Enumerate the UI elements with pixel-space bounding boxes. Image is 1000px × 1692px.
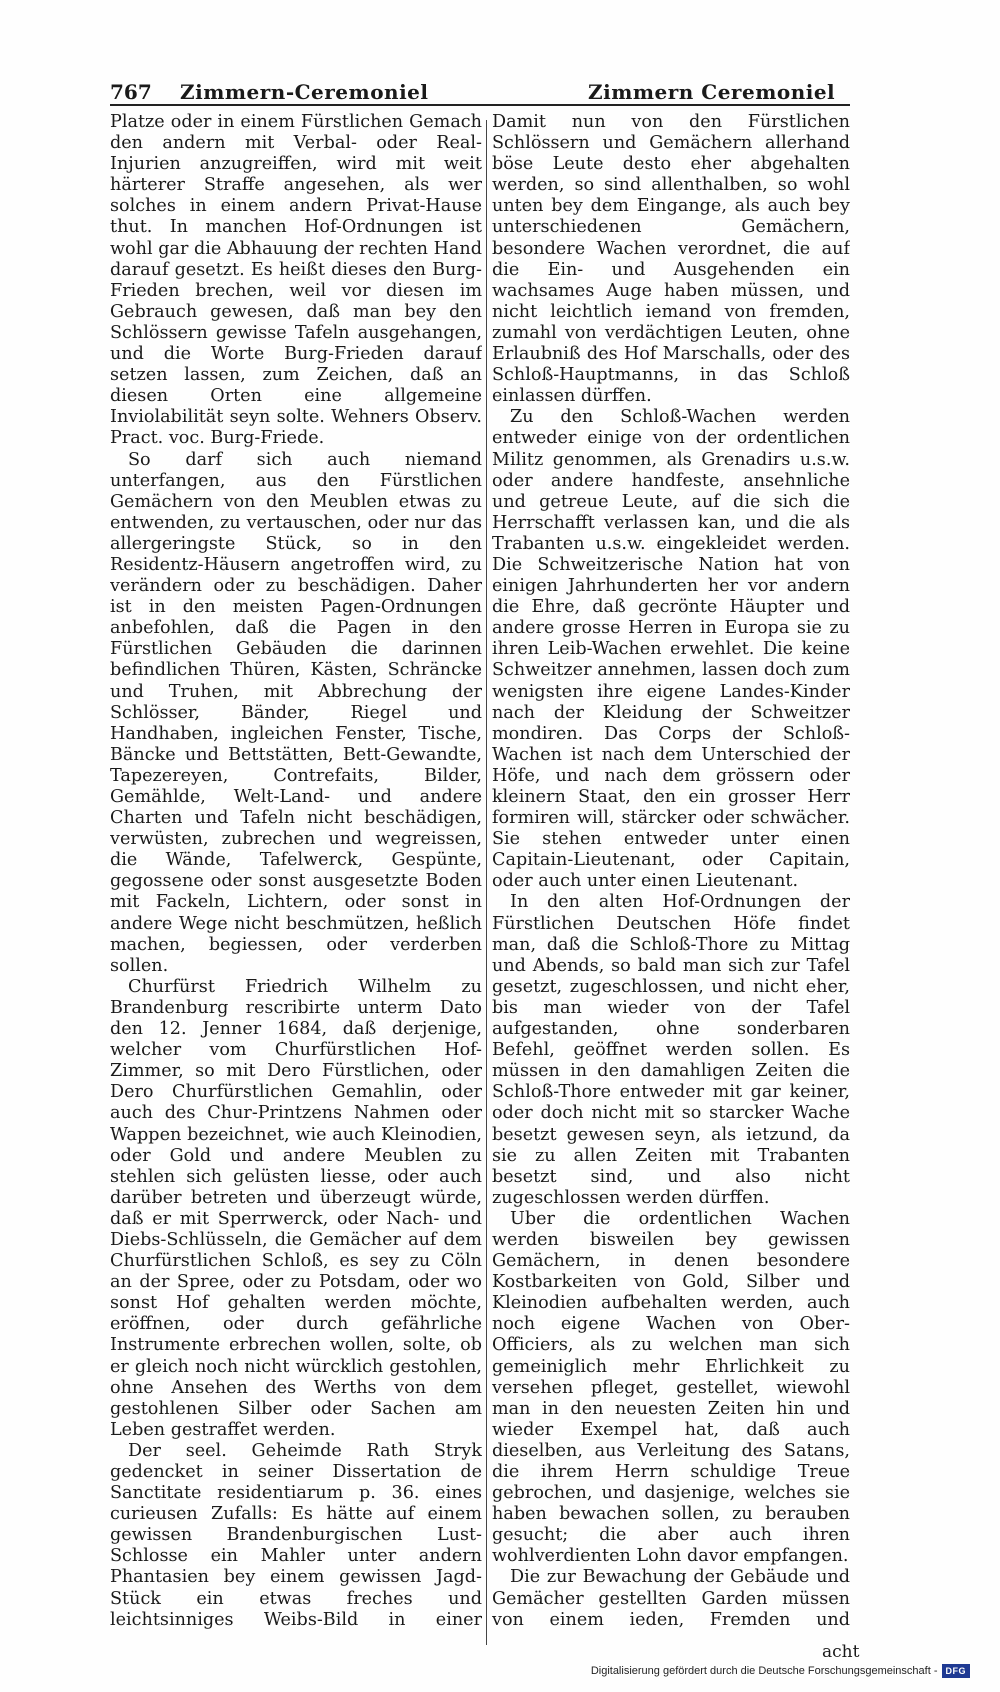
running-head-right: Zimmern Ceremoniel — [588, 80, 836, 104]
page-number: 767 — [110, 80, 152, 104]
catchword: acht — [822, 1642, 860, 1662]
paragraph: Die zur Bewachung der Gebäude und Gemächer gestellten Garden müssen von einem ieden, Fremden und — [492, 1567, 850, 1630]
paragraph: Uber die ordentlichen Wachen werden bisweilen bey gewissen Gemächern, in denen besondere Kostbarkeiten von Gold, Silber und Kleinodien aufbehalten werden, auch noch eigene Wachen von Ober-Officiers, als zu welchen man sich gemeiniglich mehr Ehrlichkeit zu versehen pfleget, gestellet, wiewohl man in den neuesten Zeiten hin und wieder Exempel hat, daß auch dieselben, aus Verleitung des Satans, die ihrem Herrn schuldige Treue gebrochen, und dasjenige, welches sie haben bewachen sollen, zu berauben gesucht; die aber auch ihren wohlverdienten Lohn davor empfangen. — [492, 1208, 850, 1567]
column-divider — [486, 120, 487, 1645]
credit-text: Digitalisierung gefördert durch die Deutsche Forschungsgemeinschaft - — [590, 1665, 938, 1677]
dfg-logo: DFG — [942, 1664, 971, 1678]
paragraph: Der seel. Geheimde Rath Stryk gedencket in seiner Dissertation de Sanctitate residentiarum p. 36. eines curieusen Zufalls: Es hätte auf einem gewissen Brandenburgischen Lust-Schlosse ein Mahler unter andern Phantasien bey einem gewissen Jagd-Stück ein etwas freches und leichtsinniges Weibs-Bild in einer — [110, 1440, 482, 1630]
digitization-credit — [591, 1664, 970, 1678]
paragraph: In den alten Hof-Ordnungen der Fürstlichen Deutschen Höfe findet man, daß die Schloß-Thore zu Mittag und Abends, so bald man sich zur Tafel gesetzt, zugeschlossen, und nicht eher, bis man wieder von der Tafel aufgestanden, ohne sonderbaren Befehl, geöffnet werden sollen. Es müssen in den damahligen Zeiten die Schloß-Thore entweder mit gar keiner, oder doch nicht mit so starcker Wache besetzt gewesen seyn, als ietzund, da sie zu allen Zeiten mit Trabanten besetzt sind, und also nicht zugeschlossen werden dürffen. — [492, 892, 850, 1208]
paragraph: Platze oder in einem Fürstlichen Gemach den andern mit Verbal- oder Real-Injurien anzugreiffen, wird mit weit härterer Straffe angesehen, als wer solches in einem andern Privat-Hause thut. In manchen Hof-Ordnungen ist wohl gar die Abhauung der rechten Hand darauf gesetzt. Es heißt dieses den Burg-Frieden brechen, weil vor diesen im Gebrauch gewesen, daß man bey den Schlössern gewisse Tafeln ausgehangen, und die Worte Burg-Frieden darauf setzen lassen, zum Zeichen, daß an diesen Orten eine allgemeine Inviolabilität seyn solte. Wehners Observ. Pract. voc. Burg-Friede. — [110, 112, 482, 449]
header-rule — [110, 104, 850, 106]
paragraph: Churfürst Friedrich Wilhelm zu Brandenburg rescribirte unterm Dato den 12. Jenner 1684, daß derjenige, welcher vom Churfürstlichen Hof-Zimmer, so mit Dero Fürstlichen, oder Dero Churfürstlichen Gemahlin, oder auch des Chur-Printzens Nahmen oder Wappen bezeichnet, wie auch Kleinodien, oder Gold und andere Meublen zu stehlen sich gelüsten liesse, oder auch darüber betreten und überzeugt würde, daß er mit Sperrwerck, oder Nach- und Diebs-Schlüsseln, die Gemächer auf dem Churfürstlichen Schloß, es sey zu Cöln an der Spree, oder zu Potsdam, oder wo sonst Hof gehalten werden möchte, eröffnen, oder durch gefährliche Instrumente erbrechen wollen, solte, ob er gleich noch nicht würcklich gestohlen, ohne Ansehen des Werths von dem gestohlenen Silber oder Sachen am Leben gestraffet werden. — [110, 976, 482, 1440]
left-column — [110, 112, 482, 1632]
running-head-left: Zimmern-Ceremoniel — [180, 80, 429, 104]
paragraph: So darf sich auch niemand unterfangen, aus den Fürstlichen Gemächern von den Meublen etwas zu entwenden, zu vertauschen, oder nur das allergeringste Stück, so in den Residentz-Häusern angetroffen wird, zu verändern oder zu beschädigen. Daher ist in den meisten Pagen-Ordnungen anbefohlen, daß die Pagen in den Fürstlichen Gebäuden die darinnen befindlichen Thüren, Kästen, Schräncke und Truhen, mit Abbrechung der Schlösser, Bänder, Riegel und Handhaben, ingleichen Fenster, Tische, Bäncke und Bettstätten, Bett-Gewandte, Tapezereyen, Contrefaits, Bilder, Gemählde, Welt-Land- und andere Charten und Tafeln nicht beschädigen, verwüsten, zubrechen und wegreissen, die Wände, Tafelwerck, Gespünte, gegossene oder sonst ausgesetzte Boden mit Fackeln, Lichtern, oder sonst in andere Wege nicht beschmützen, heßlich machen, begiessen, oder verderben sollen. — [110, 449, 482, 976]
right-column — [492, 112, 850, 1632]
paragraph: Damit nun von den Fürstlichen Schlössern und Gemächern allerhand böse Leute desto eher abgehalten werden, so sind allenthalben, so wohl unten bey dem Eingange, als auch bey unterschiedenen Gemächern, besondere Wachen verordnet, die auf die Ein- und Ausgehenden ein wachsames Auge haben müssen, und nicht leichtlich iemand von fremden, zumahl von verdächtigen Leuten, ohne Erlaubniß des Hof Marschalls, oder des Schloß-Hauptmanns, in das Schloß einlassen dürffen. — [492, 112, 850, 407]
paragraph: Zu den Schloß-Wachen werden entweder einige von der ordentlichen Militz genommen, als Grenadirs u.s.w. oder andere handfeste, ansehnliche und getreue Leute, auf die sich die Herrschafft verlassen kan, und die als Trabanten u.s.w. eingekleidet werden. Die Schweitzerische Nation hat von einigen Jahrhunderten her vor andern die Ehre, daß gecrönte Häupter und andere grosse Herren in Europa sie zu ihren Leib-Wachen erwehlet. Die keine Schweitzer annehmen, lassen doch zum wenigsten ihre eigene Landes-Kinder nach der Kleidung der Schweitzer mondiren. Das Corps der Schloß-Wachen ist nach dem Unterschied der Höfe, und nach dem grössern oder kleinern Staat, den ein grosser Herr formiren will, stärcker oder schwächer. Sie stehen entweder unter einen Capitain-Lieutenant, oder Capitain, oder auch unter einen Lieutenant. — [492, 407, 850, 892]
